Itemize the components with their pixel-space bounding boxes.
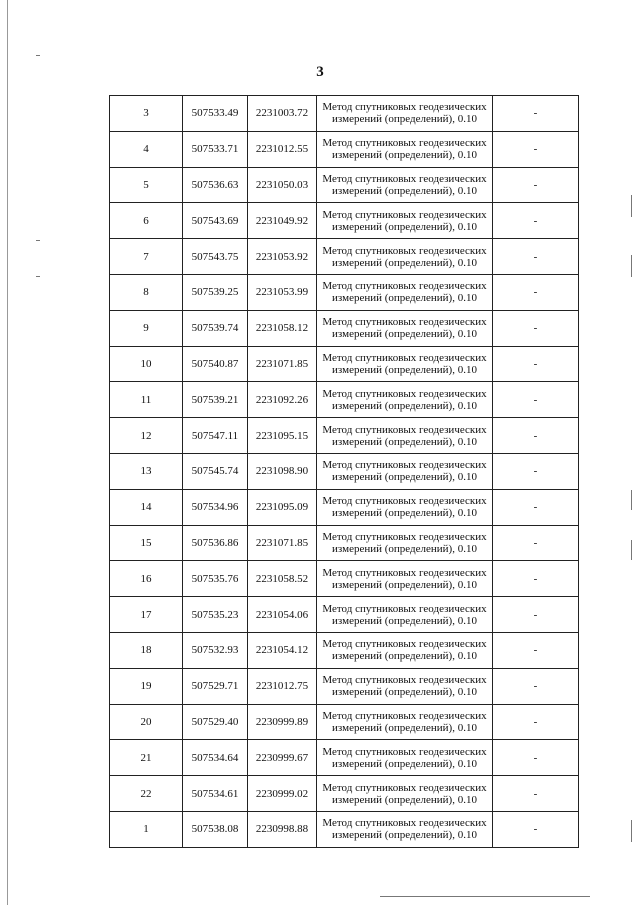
method-cell xyxy=(317,668,493,704)
table-row xyxy=(110,811,579,847)
method-line-2: измерений (определений), 0.10 xyxy=(332,721,477,734)
point-number-cell: 9 xyxy=(110,310,183,346)
y-coordinate-cell: 2231092.26 xyxy=(248,382,317,418)
extra-cell: - xyxy=(493,489,579,525)
method-line-1: Метод спутниковых геодезических xyxy=(322,817,487,830)
method-cell xyxy=(317,776,493,812)
extra-cell: - xyxy=(493,131,579,167)
method-cell xyxy=(317,597,493,633)
y-coordinate-cell: 2231095.09 xyxy=(248,489,317,525)
method-line-1: Метод спутниковых геодезических xyxy=(322,172,487,185)
method-line-2: измерений (определений), 0.10 xyxy=(332,292,477,305)
x-coordinate-cell: 507529.71 xyxy=(183,668,248,704)
x-coordinate-cell: 507540.87 xyxy=(183,346,248,382)
method-cell xyxy=(317,811,493,847)
method-line-2: измерений (определений), 0.10 xyxy=(332,471,477,484)
method-line-1: Метод спутниковых геодезических xyxy=(322,459,487,472)
method-cell xyxy=(317,131,493,167)
point-number-cell: 12 xyxy=(110,418,183,454)
method-line-2: измерений (определений), 0.10 xyxy=(332,363,477,376)
method-line-1: Метод спутниковых геодезических xyxy=(322,530,487,543)
x-coordinate-cell: 507543.69 xyxy=(183,203,248,239)
method-line-1: Метод спутниковых геодезических xyxy=(322,495,487,508)
x-coordinate-cell: 507536.86 xyxy=(183,525,248,561)
table-row xyxy=(110,418,579,454)
method-line-1: Метод спутниковых геодезических xyxy=(322,244,487,257)
y-coordinate-cell: 2230999.02 xyxy=(248,776,317,812)
method-line-1: Метод спутниковых геодезических xyxy=(322,602,487,615)
method-line-2: измерений (определений), 0.10 xyxy=(332,507,477,520)
y-coordinate-cell: 2231050.03 xyxy=(248,167,317,203)
x-coordinate-cell: 507534.96 xyxy=(183,489,248,525)
x-coordinate-cell: 507529.40 xyxy=(183,704,248,740)
method-cell xyxy=(317,489,493,525)
extra-cell: - xyxy=(493,346,579,382)
table-row xyxy=(110,382,579,418)
point-number-cell: 10 xyxy=(110,346,183,382)
table-row xyxy=(110,776,579,812)
y-coordinate-cell: 2231053.99 xyxy=(248,274,317,310)
point-number-cell: 19 xyxy=(110,668,183,704)
scan-artifact-left-edge xyxy=(7,0,8,905)
method-line-2: измерений (определений), 0.10 xyxy=(332,256,477,269)
method-line-1: Метод спутниковых геодезических xyxy=(322,137,487,150)
y-coordinate-cell: 2230998.88 xyxy=(248,811,317,847)
x-coordinate-cell: 507534.64 xyxy=(183,740,248,776)
method-line-2: измерений (определений), 0.10 xyxy=(332,650,477,663)
method-line-2: измерений (определений), 0.10 xyxy=(332,793,477,806)
table-row xyxy=(110,203,579,239)
point-number-cell: 5 xyxy=(110,167,183,203)
x-coordinate-cell: 507539.21 xyxy=(183,382,248,418)
point-number-cell: 21 xyxy=(110,740,183,776)
table-row xyxy=(110,310,579,346)
table-row xyxy=(110,597,579,633)
method-cell xyxy=(317,239,493,275)
y-coordinate-cell: 2231071.85 xyxy=(248,346,317,382)
method-cell xyxy=(317,632,493,668)
x-coordinate-cell: 507535.23 xyxy=(183,597,248,633)
method-line-1: Метод спутниковых геодезических xyxy=(322,674,487,687)
y-coordinate-cell: 2231049.92 xyxy=(248,203,317,239)
x-coordinate-cell: 507534.61 xyxy=(183,776,248,812)
method-line-2: измерений (определений), 0.10 xyxy=(332,184,477,197)
table-row xyxy=(110,740,579,776)
method-line-2: измерений (определений), 0.10 xyxy=(332,435,477,448)
extra-cell: - xyxy=(493,704,579,740)
y-coordinate-cell: 2231058.12 xyxy=(248,310,317,346)
y-coordinate-cell: 2231003.72 xyxy=(248,96,317,132)
table-row xyxy=(110,561,579,597)
point-number-cell: 17 xyxy=(110,597,183,633)
method-line-1: Метод спутниковых геодезических xyxy=(322,208,487,221)
table-row xyxy=(110,453,579,489)
x-coordinate-cell: 507547.11 xyxy=(183,418,248,454)
method-cell xyxy=(317,310,493,346)
table-row xyxy=(110,346,579,382)
extra-cell: - xyxy=(493,274,579,310)
x-coordinate-cell: 507539.25 xyxy=(183,274,248,310)
scan-artifact-right-mark xyxy=(631,195,632,217)
y-coordinate-cell: 2231071.85 xyxy=(248,525,317,561)
point-number-cell: 20 xyxy=(110,704,183,740)
extra-cell: - xyxy=(493,382,579,418)
scan-artifact-dash xyxy=(36,55,40,56)
method-cell xyxy=(317,740,493,776)
scan-artifact-dash xyxy=(36,240,40,241)
method-cell xyxy=(317,525,493,561)
scan-artifact-right-mark xyxy=(631,820,632,842)
method-cell xyxy=(317,382,493,418)
method-line-1: Метод спутниковых геодезических xyxy=(322,351,487,364)
x-coordinate-cell: 507538.08 xyxy=(183,811,248,847)
method-line-1: Метод спутниковых геодезических xyxy=(322,316,487,329)
method-cell xyxy=(317,453,493,489)
table-row xyxy=(110,489,579,525)
method-line-2: измерений (определений), 0.10 xyxy=(332,757,477,770)
y-coordinate-cell: 2231012.55 xyxy=(248,131,317,167)
method-line-1: Метод спутниковых геодезических xyxy=(322,709,487,722)
method-line-2: измерений (определений), 0.10 xyxy=(332,686,477,699)
y-coordinate-cell: 2231054.06 xyxy=(248,597,317,633)
extra-cell: - xyxy=(493,776,579,812)
scan-artifact-right-mark xyxy=(631,490,632,510)
point-number-cell: 11 xyxy=(110,382,183,418)
method-cell xyxy=(317,203,493,239)
point-number-cell: 4 xyxy=(110,131,183,167)
table-row xyxy=(110,167,579,203)
method-line-1: Метод спутниковых геодезических xyxy=(322,781,487,794)
extra-cell: - xyxy=(493,597,579,633)
extra-cell: - xyxy=(493,310,579,346)
extra-cell: - xyxy=(493,239,579,275)
y-coordinate-cell: 2231054.12 xyxy=(248,632,317,668)
point-number-cell: 18 xyxy=(110,632,183,668)
x-coordinate-cell: 507536.63 xyxy=(183,167,248,203)
extra-cell: - xyxy=(493,740,579,776)
y-coordinate-cell: 2231012.75 xyxy=(248,668,317,704)
method-cell xyxy=(317,167,493,203)
y-coordinate-cell: 2230999.89 xyxy=(248,704,317,740)
scan-artifact-dash xyxy=(36,276,40,277)
point-number-cell: 14 xyxy=(110,489,183,525)
coordinates-table-body xyxy=(110,96,579,848)
extra-cell: - xyxy=(493,453,579,489)
table-row xyxy=(110,668,579,704)
method-line-2: измерений (определений), 0.10 xyxy=(332,149,477,162)
y-coordinate-cell: 2230999.67 xyxy=(248,740,317,776)
point-number-cell: 8 xyxy=(110,274,183,310)
method-line-1: Метод спутниковых геодезических xyxy=(322,280,487,293)
method-cell xyxy=(317,704,493,740)
method-cell xyxy=(317,274,493,310)
x-coordinate-cell: 507533.71 xyxy=(183,131,248,167)
table-row xyxy=(110,525,579,561)
table-row xyxy=(110,274,579,310)
method-cell xyxy=(317,96,493,132)
point-number-cell: 22 xyxy=(110,776,183,812)
point-number-cell: 16 xyxy=(110,561,183,597)
method-line-2: измерений (определений), 0.10 xyxy=(332,328,477,341)
method-line-2: измерений (определений), 0.10 xyxy=(332,220,477,233)
x-coordinate-cell: 507545.74 xyxy=(183,453,248,489)
scan-artifact-bottom-line xyxy=(380,896,590,897)
extra-cell: - xyxy=(493,96,579,132)
table-row xyxy=(110,96,579,132)
x-coordinate-cell: 507533.49 xyxy=(183,96,248,132)
coordinates-table xyxy=(109,95,579,848)
point-number-cell: 7 xyxy=(110,239,183,275)
point-number-cell: 13 xyxy=(110,453,183,489)
scan-artifact-right-mark xyxy=(631,255,632,277)
table-row xyxy=(110,704,579,740)
point-number-cell: 3 xyxy=(110,96,183,132)
table-row xyxy=(110,239,579,275)
method-line-1: Метод спутниковых геодезических xyxy=(322,745,487,758)
extra-cell: - xyxy=(493,203,579,239)
method-line-1: Метод спутниковых геодезических xyxy=(322,387,487,400)
extra-cell: - xyxy=(493,167,579,203)
point-number-cell: 15 xyxy=(110,525,183,561)
y-coordinate-cell: 2231095.15 xyxy=(248,418,317,454)
extra-cell: - xyxy=(493,668,579,704)
method-line-2: измерений (определений), 0.10 xyxy=(332,542,477,555)
point-number-cell: 1 xyxy=(110,811,183,847)
x-coordinate-cell: 507532.93 xyxy=(183,632,248,668)
point-number-cell: 6 xyxy=(110,203,183,239)
method-line-2: измерений (определений), 0.10 xyxy=(332,113,477,126)
method-line-1: Метод спутниковых геодезических xyxy=(322,638,487,651)
x-coordinate-cell: 507535.76 xyxy=(183,561,248,597)
page-number: 3 xyxy=(316,64,324,80)
method-cell xyxy=(317,346,493,382)
extra-cell: - xyxy=(493,811,579,847)
method-line-1: Метод спутниковых геодезических xyxy=(322,101,487,114)
x-coordinate-cell: 507539.74 xyxy=(183,310,248,346)
y-coordinate-cell: 2231053.92 xyxy=(248,239,317,275)
method-line-1: Метод спутниковых геодезических xyxy=(322,566,487,579)
scan-artifact-right-mark xyxy=(631,540,632,560)
method-line-1: Метод спутниковых геодезических xyxy=(322,423,487,436)
extra-cell: - xyxy=(493,418,579,454)
extra-cell: - xyxy=(493,632,579,668)
extra-cell: - xyxy=(493,525,579,561)
method-line-2: измерений (определений), 0.10 xyxy=(332,578,477,591)
method-line-2: измерений (определений), 0.10 xyxy=(332,614,477,627)
y-coordinate-cell: 2231058.52 xyxy=(248,561,317,597)
method-cell xyxy=(317,418,493,454)
method-line-2: измерений (определений), 0.10 xyxy=(332,399,477,412)
method-cell xyxy=(317,561,493,597)
table-row xyxy=(110,632,579,668)
y-coordinate-cell: 2231098.90 xyxy=(248,453,317,489)
table-row xyxy=(110,131,579,167)
extra-cell: - xyxy=(493,561,579,597)
x-coordinate-cell: 507543.75 xyxy=(183,239,248,275)
method-line-2: измерений (определений), 0.10 xyxy=(332,829,477,842)
